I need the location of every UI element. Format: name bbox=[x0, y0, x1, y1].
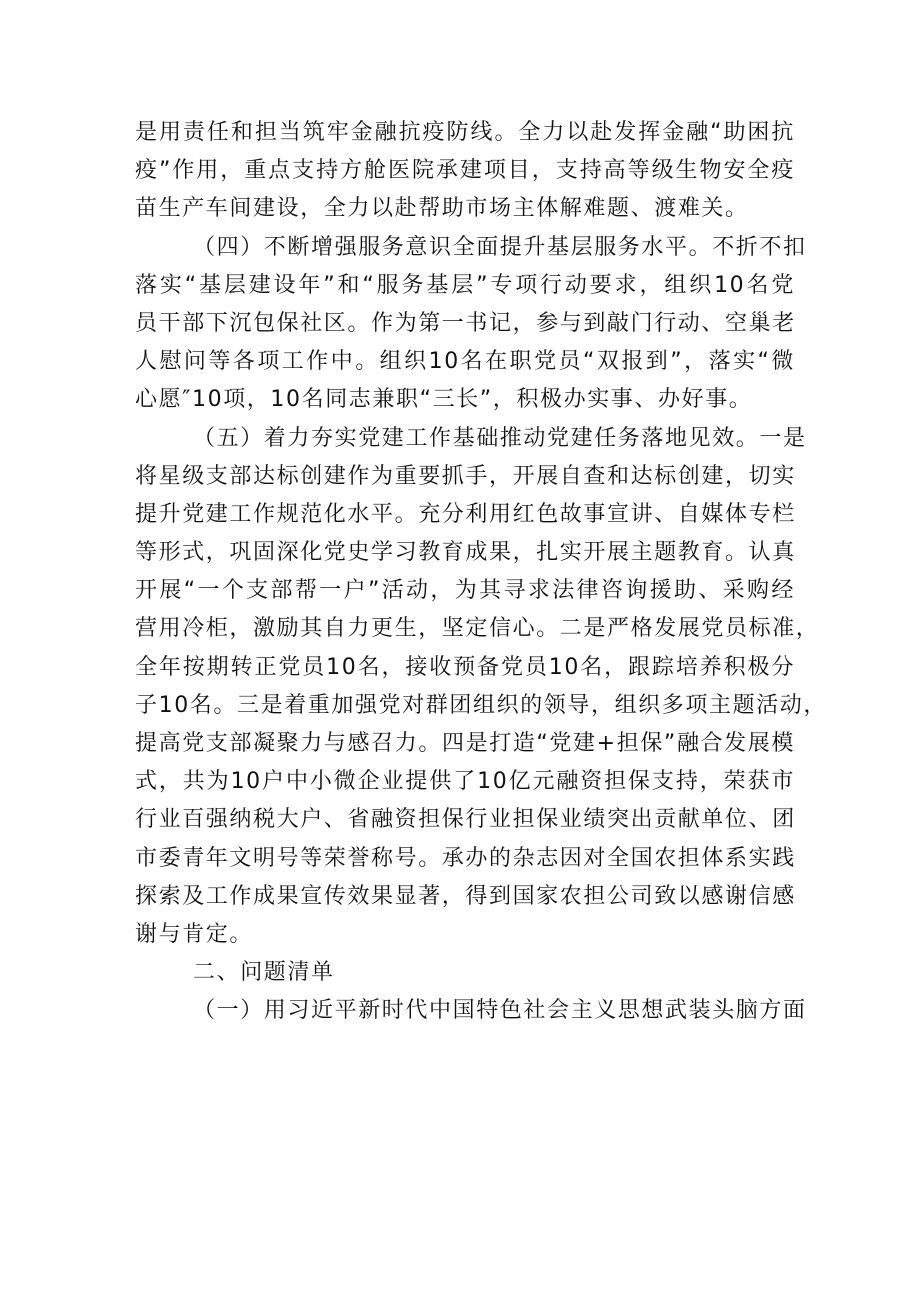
paragraph-financial-anti-epidemic bbox=[135, 114, 795, 229]
text-line: 落实“基层建设年”和“服务基层”专项行动要求，组织10名党 bbox=[135, 272, 795, 298]
text-line: 是用责任和担当筑牢金融抗疫防线。全力以赴发挥金融“助困抗 bbox=[135, 120, 795, 145]
text-line: 谢与肯定。 bbox=[135, 921, 254, 947]
section-heading-line: （一）用习近平新时代中国特色社会主义思想武装头脑方面 bbox=[193, 998, 807, 1024]
text-line: 疫”作用，重点支持方舱医院承建项目，支持高等级生物安全疫 bbox=[135, 158, 795, 184]
text-line: 行业百强纳税大户、省融资担保行业担保业绩突出贡献单位、团 bbox=[135, 807, 796, 833]
text-line: 苗生产车间建设，全力以赴帮助市场主体解难题、渡难关。 bbox=[135, 196, 749, 222]
paragraph-party-building bbox=[135, 420, 827, 955]
text-line: 探索及工作成果宣传效果显著，得到国家农担公司致以感谢信感 bbox=[135, 883, 796, 909]
text-line: 提升党建工作规范化水平。充分利用红色故事宣讲、自媒体专栏 bbox=[135, 501, 796, 527]
text-line: 人慰问等各项工作中。组织10名在职党员“双报到”，落实“微 bbox=[135, 349, 795, 375]
heading-problem-list: 二、问题清单 bbox=[193, 960, 335, 986]
text-line: 将星级支部达标创建作为重要抓手，开展自查和达标创建，切实 bbox=[135, 463, 796, 489]
text-line: 提高党支部凝聚力与感召力。四是打造“党建+担保”融合发展模 bbox=[135, 731, 795, 756]
document-page bbox=[135, 114, 827, 1031]
text-line: 子10名。三是着重加强党对群团组织的领导，组织多项主题活动， bbox=[135, 692, 827, 718]
paragraph-problem-item-one bbox=[135, 992, 807, 1030]
text-line: 式，共为10户中小微企业提供了10亿元融资担保支持，荣获市 bbox=[135, 769, 795, 795]
text-line: 市委青年文明号等荣誉称号。承办的杂志因对全国农担体系实践 bbox=[135, 845, 796, 871]
section-heading-problem-list bbox=[135, 954, 795, 992]
section-heading-line: （四）不断增强服务意识全面提升基层服务水平。不折不扣 bbox=[193, 234, 807, 260]
text-line: 员干部下沉包保社区。作为第一书记，参与到敲门行动、空巢老 bbox=[135, 310, 796, 336]
text-line: 心愿″10项，10名同志兼职“三长”，积极办实事、办好事。 bbox=[135, 387, 753, 413]
text-line: 开展“一个支部帮一户”活动，为其寻求法律咨询援助、采购经 bbox=[135, 578, 795, 604]
text-line: 营用冷柜，激励其自力更生，坚定信心。二是严格发展党员标准， bbox=[135, 616, 820, 642]
text-line: 全年按期转正党员10名，接收预备党员10名，跟踪培养积极分 bbox=[135, 654, 795, 680]
section-heading-line: （五）着力夯实党建工作基础推动党建任务落地见效。一是 bbox=[193, 425, 807, 451]
paragraph-service-awareness bbox=[135, 229, 807, 420]
text-line: 等形式，巩固深化党史学习教育成果，扎实开展主题教育。认真 bbox=[135, 540, 796, 566]
